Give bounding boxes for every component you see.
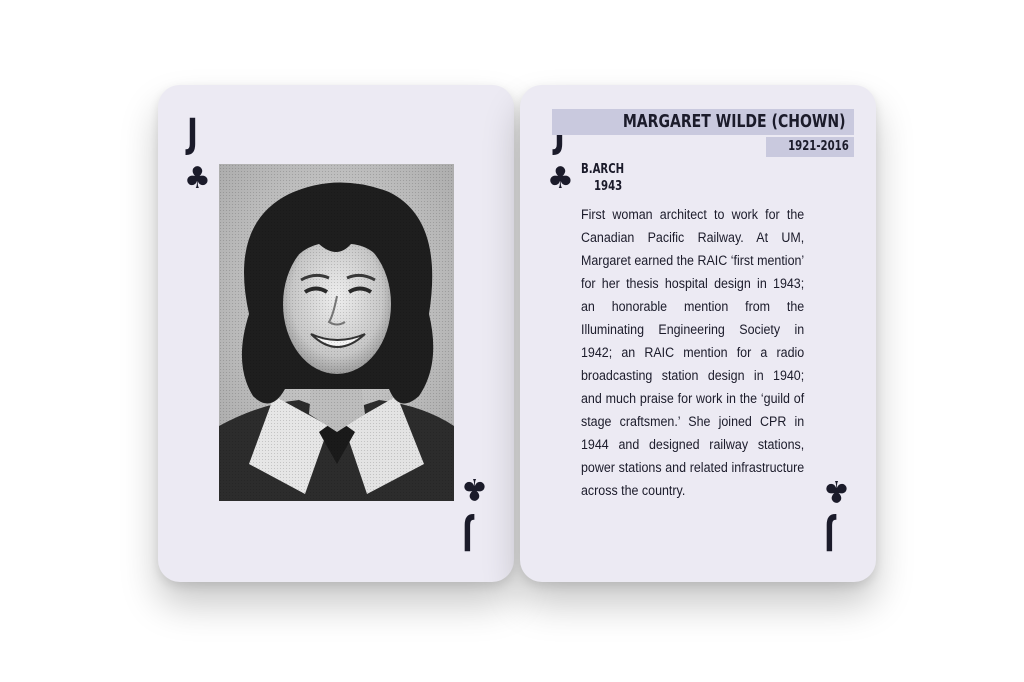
- degree-block: [581, 161, 636, 195]
- biography-text: First woman architect to work for the Canadian Pacific Railway. At UM, Margaret earned the RAIC ‘first mention’ for her thesis hospital design in 1943; an honorable mention from the Illuminating Engineering Society in 1942; an RAIC mention for a radio broadcasting station design in 1940; and much praise for work in the ‘guild of stage craftsmen.’ She joined CPR in 1944 and designed railway stations, power stations and related infrastructure across the country.: [581, 207, 805, 498]
- playing-card-portrait: [158, 85, 514, 582]
- person-years-label: [766, 137, 854, 157]
- playing-card-bio: [520, 85, 876, 582]
- club-suit-icon-bottom: ♣: [823, 473, 850, 508]
- degree-year: 1943: [594, 179, 623, 194]
- person-name: MARGARET WILDE (CHOWN): [623, 111, 846, 132]
- club-suit-icon: ♣: [547, 161, 574, 196]
- card-rank-top: J: [187, 111, 198, 157]
- club-suit-icon: ♣: [184, 161, 211, 196]
- portrait-photo: [219, 164, 454, 501]
- person-name-label: [552, 109, 854, 135]
- club-suit-icon-bottom: ♣: [461, 471, 488, 506]
- person-years: 1921-2016: [788, 139, 849, 154]
- card-rank-bottom: J: [462, 512, 473, 558]
- card-rank-bottom: J: [824, 512, 835, 558]
- degree-name: B.ARCH: [581, 162, 625, 177]
